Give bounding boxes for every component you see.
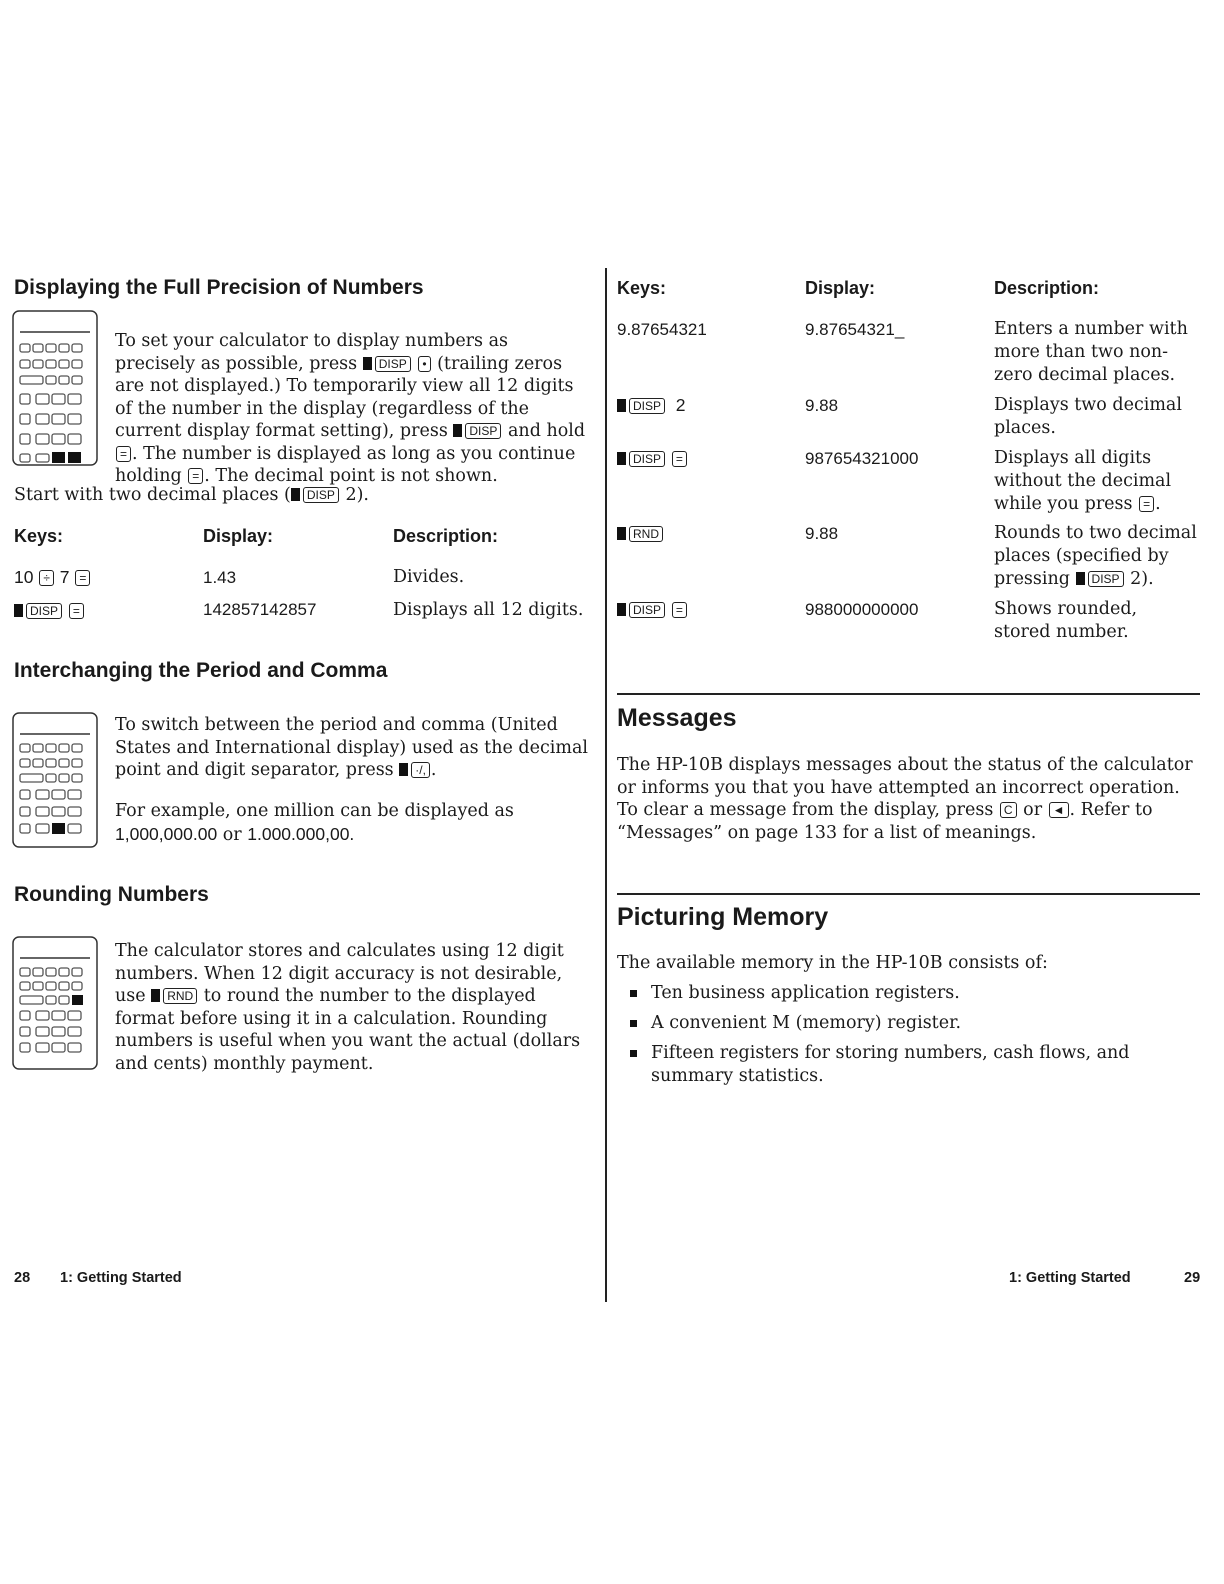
memory-list: [617, 982, 1177, 1095]
chapter-footer-left: 1: Getting Started: [60, 1270, 182, 1286]
rounding-paragraph: The calculator stores and calculates using 12 digit numbers. When 12 digit accuracy is not desirable, use RND to round the number to the displayed format before using it in a calculation. Rounding numbers is useful when you want the actual (dollars and cents) monthly payment.: [115, 941, 581, 1074]
row-description: Displays all 12 digits.: [393, 600, 584, 620]
page-number-right: 29: [1184, 1270, 1201, 1286]
col-keys-header: Keys:: [617, 278, 667, 298]
section-title-rounding: Rounding Numbers: [14, 883, 209, 906]
section-title-period-comma: Interchanging the Period and Comma: [14, 659, 388, 682]
list-item: Ten business application registers.: [617, 982, 1177, 1005]
col-keys-header: Keys:: [14, 526, 64, 546]
key-sequence: RND: [617, 522, 664, 545]
key-sequence: DISP =: [14, 599, 85, 622]
key-sequence: DISP =: [617, 598, 688, 621]
row-description: Displays two decimal places.: [994, 395, 1182, 438]
row-description: Shows rounded, stored number.: [994, 599, 1138, 642]
display-value: 142857142857: [203, 600, 317, 619]
section-title-memory: Picturing Memory: [617, 903, 829, 931]
row-description: Rounds to two decimal places (specified by pressing DISP 2).: [994, 523, 1197, 589]
chapter-footer-right: 1: Getting Started: [1009, 1270, 1131, 1286]
display-value: 9.87654321_: [805, 320, 905, 339]
display-value: 988000000000: [805, 600, 919, 619]
page-divider: [605, 268, 607, 1302]
section-title-full-precision: Displaying the Full Precision of Numbers: [14, 276, 424, 299]
display-value: 9.88: [805, 396, 839, 415]
calculator-keypad-icon: [12, 310, 98, 466]
section-rule: [617, 693, 1200, 695]
row-description: Divides.: [393, 567, 465, 587]
section-rule: [617, 893, 1200, 895]
key-sequence: 10 ÷ 7 =: [14, 566, 91, 589]
col-display-header: Display:: [203, 526, 274, 546]
section-title-messages: Messages: [617, 704, 737, 732]
full-precision-paragraph: To set your calculator to display numbers as precisely as possible, press DISP • (trailing zeros are not displayed.) To temporarily view all 12 digits of the number in the display (regardless of the current display format setting), press DISP and hold = . The number is displayed as long as you continue holding = . The decimal point is not shown.: [115, 331, 586, 486]
row-description: Displays all digits without the decimal while you press = .: [994, 448, 1172, 514]
period-comma-paragraph: To switch between the period and comma (United States and International display) used as the decimal point and digit separator, press ·/, .: [115, 715, 588, 780]
period-comma-example: For example, one million can be displayed as 1,000,000.00 or 1.000.000,00.: [115, 801, 514, 845]
display-value: 987654321000: [805, 449, 919, 468]
messages-paragraph: The HP-10B displays messages about the status of the calculator or informs you that you have attempted an incorrect operation. To clear a message from the display, press C or ◄ . Refer to “Messages” on page 133 for a list of meanings.: [617, 755, 1193, 843]
calculator-keypad-icon: [12, 712, 98, 848]
col-display-header: Display:: [805, 278, 876, 298]
list-item: Fifteen registers for storing numbers, cash flows, and summary statistics.: [617, 1042, 1177, 1088]
display-value: 1.43: [203, 568, 237, 587]
key-sequence: DISP =: [617, 447, 688, 470]
calculator-keypad-icon: [12, 936, 98, 1070]
key-sequence: DISP 2: [617, 394, 685, 417]
memory-intro: The available memory in the HP-10B consists of:: [617, 953, 1048, 973]
col-description-header: Description:: [393, 526, 499, 546]
row-description: Enters a number with more than two non-zero decimal places.: [994, 319, 1188, 385]
col-description-header: Description:: [994, 278, 1100, 298]
display-value: 9.88: [805, 524, 839, 543]
key-sequence: 9.87654321: [617, 320, 707, 339]
page-number-left: 28: [14, 1270, 31, 1286]
start-instruction: Start with two decimal places ( DISP 2).: [14, 485, 369, 505]
list-item: A convenient M (memory) register.: [617, 1012, 1177, 1035]
